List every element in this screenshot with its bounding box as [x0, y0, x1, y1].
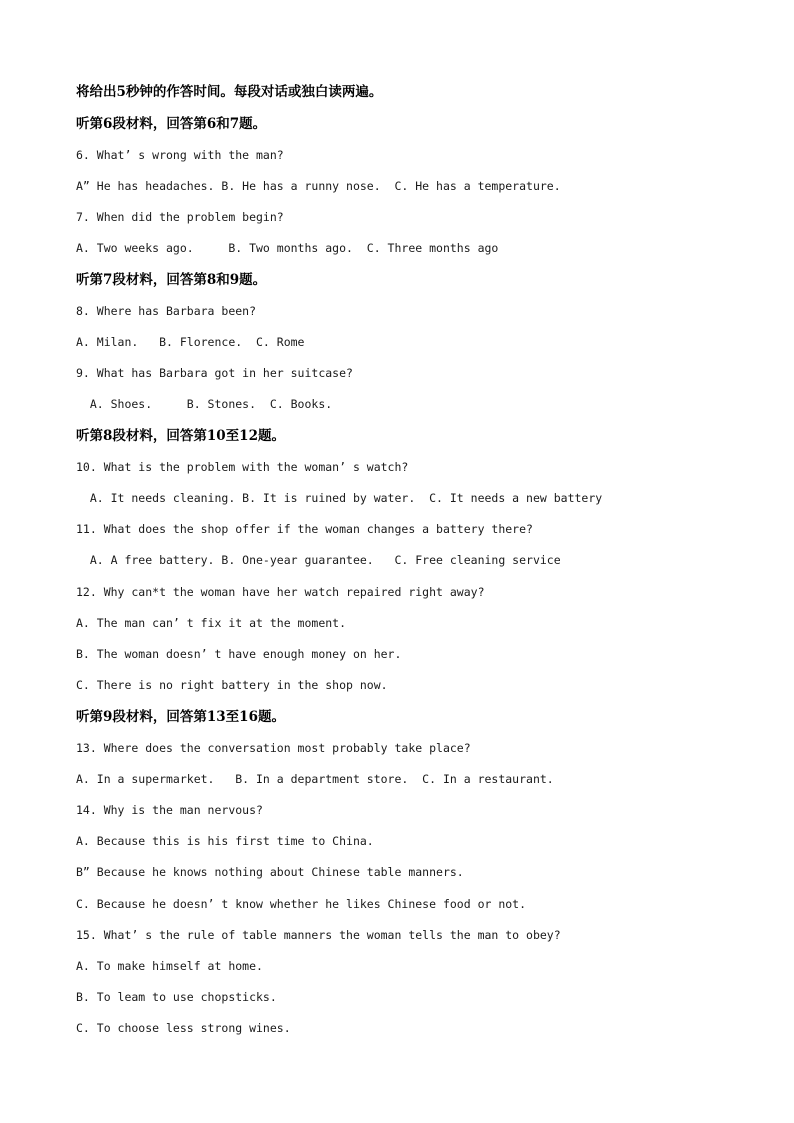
option-15-b: B. To leam to use chopsticks. — [76, 990, 277, 1004]
section-heading: 听第7段材料，回答第8和9题。 — [76, 272, 267, 288]
question-12: 12. Why can*t the woman have her watch repaired right away? — [76, 585, 485, 599]
option-15-c: C. To choose less strong wines. — [76, 1021, 291, 1035]
option-15-a: A. To make himself at home. — [76, 959, 263, 973]
question-6: 6. What’ s wrong with the man? — [76, 148, 284, 162]
question-9: 9. What has Barbara got in her suitcase? — [76, 366, 353, 380]
section-heading: 听第8段材料，回答第10至12题。 — [76, 428, 285, 444]
question-13: 13. Where does the conversation most probably take place? — [76, 741, 471, 755]
options-7: A. Two weeks ago. B. Two months ago. C. Three months ago — [76, 241, 499, 255]
option-14-b: B” Because he knows nothing about Chinese table manners. — [76, 865, 464, 879]
option-12-a: A. The man can’ t fix it at the moment. — [76, 616, 347, 630]
section-heading: 听第9段材料，回答第13至16题。 — [76, 709, 285, 725]
options-13: A. In a supermarket. B. In a department store. C. In a restaurant. — [76, 772, 554, 786]
question-7: 7. When did the problem begin? — [76, 210, 284, 224]
options-6: A” He has headaches. B. He has a runny nose. C. He has a temperature. — [76, 179, 561, 193]
question-11: 11. What does the shop offer if the woman changes a battery there? — [76, 522, 533, 536]
options-10: A. It needs cleaning. B. It is ruined by water. C. It needs a new battery — [76, 491, 603, 505]
option-12-c: C. There is no right battery in the shop now. — [76, 678, 388, 692]
intro-text: 将给出5秒钟的作答时间。每段对话或独白读两遍。 — [76, 84, 383, 100]
section-heading: 听第6段材料，回答第6和7题。 — [76, 116, 267, 132]
option-12-b: B. The woman doesn’ t have enough money on her. — [76, 647, 402, 661]
question-15: 15. What’ s the rule of table manners the woman tells the man to obey? — [76, 928, 561, 942]
option-14-c: C. Because he doesn’ t know whether he likes Chinese food or not. — [76, 897, 527, 911]
question-14: 14. Why is the man nervous? — [76, 803, 263, 817]
option-14-a: A. Because this is his first time to China. — [76, 834, 374, 848]
question-8: 8. Where has Barbara been? — [76, 304, 257, 318]
options-8: A. Milan. B. Florence. C. Rome — [76, 335, 305, 349]
options-11: A. A free battery. B. One-year guarantee. C. Free cleaning service — [76, 553, 561, 567]
question-10: 10. What is the problem with the woman’ s watch? — [76, 460, 409, 474]
options-9: A. Shoes. B. Stones. C. Books. — [76, 397, 333, 411]
